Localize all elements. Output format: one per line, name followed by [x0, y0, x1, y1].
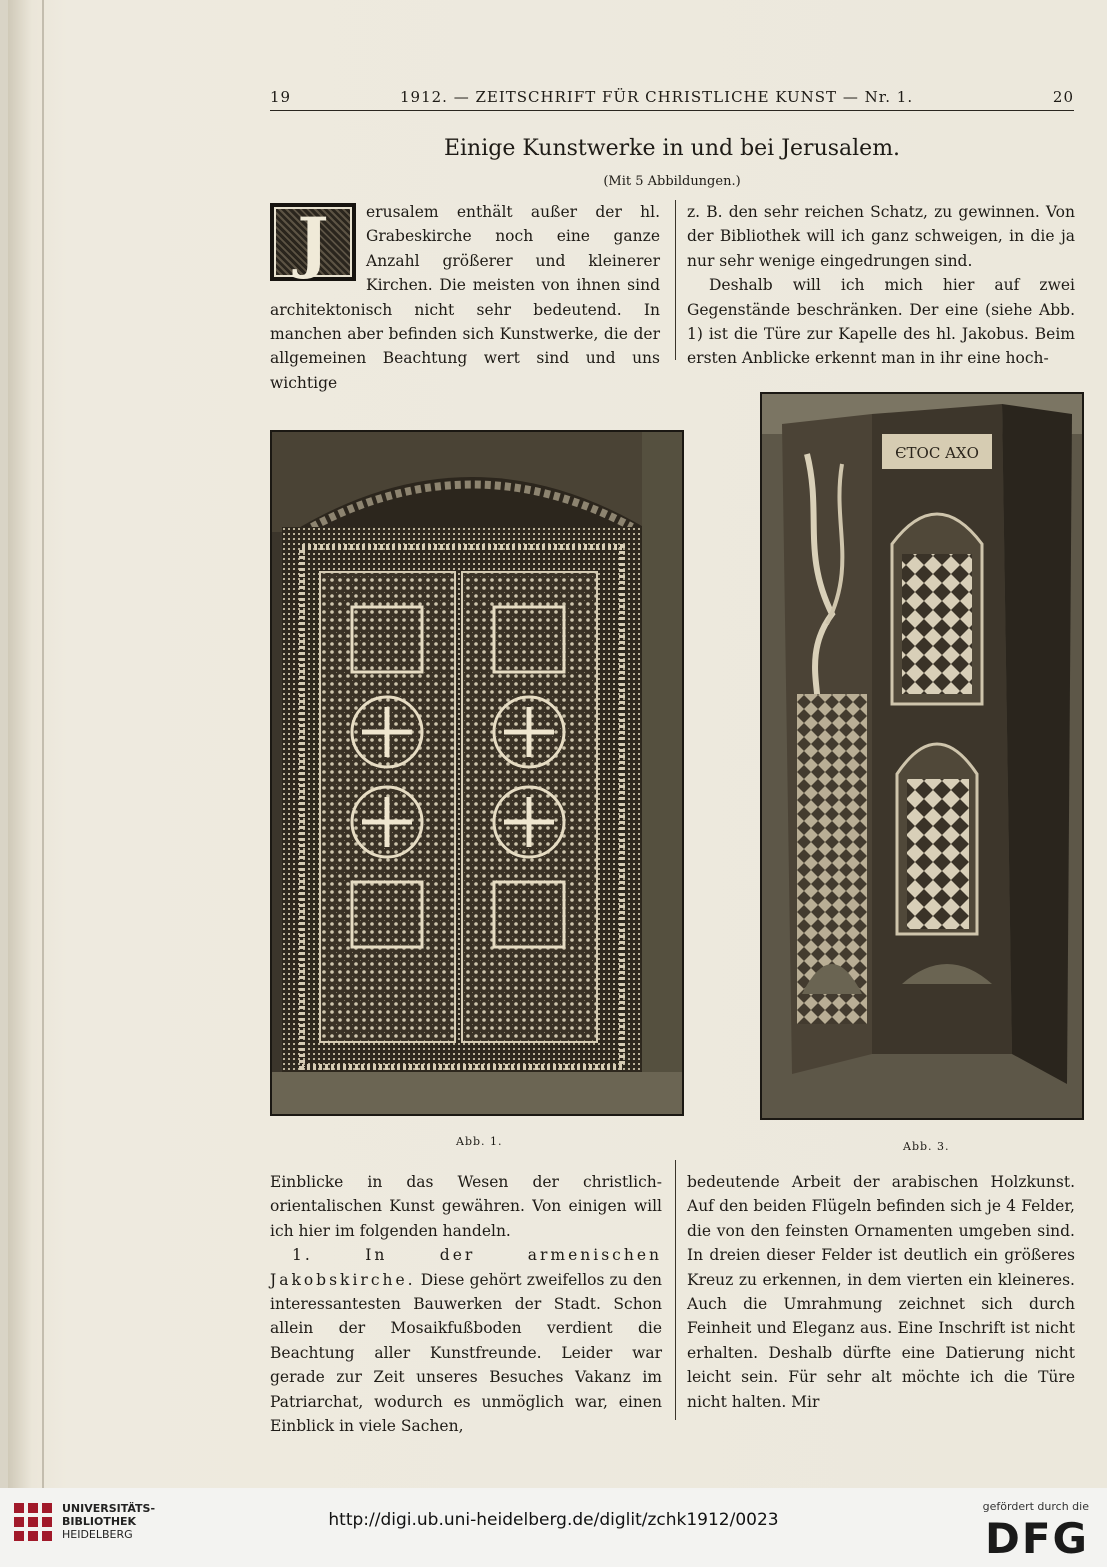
paragraph-text: Diese gehört zweifellos zu den interessantesten Bauwerken der Stadt. Schon allein der Mosaikfußboden verdient die Beachtung aller Kunstfreunde. Leider war gerade zur Zeit unseres Besuches Vakanz im Patriarchat, wodurch es unmöglich war, einen Einblick in viele Sachen, — [270, 1270, 662, 1436]
paragraph: Einblicke in das Wesen der christlich-orientalischen Kunst gewähren. Von einigen will ich hier im folgenden handeln. — [270, 1173, 662, 1240]
door-illustration — [272, 432, 682, 1114]
paragraph: bedeutende Arbeit der arabischen Holzkunst. Auf den beiden Flügeln befinden sich je 4 Felder, die von den feinsten Ornamenten umgeben sind. In dreien dieser Felder ist deutlich ein größeres Kreuz zu erkennen, in dem vierten ein kleineres. Auch die Umrahmung zeichnet sich durch Feinheit und Eleganz aus. Eine Inschrift ist nicht erhalten. Deshalb dürfte eine Datierung nicht leicht sein. Für sehr alt möchte ich die Türe nicht halten. Mir — [687, 1173, 1075, 1411]
paragraph: z. B. den sehr reichen Schatz, zu gewinnen. Von der Bibliothek will ich ganz schweigen, in die ja nur sehr wenige eingedrungen sind. — [687, 203, 1075, 270]
running-title: 1912. — ZEITSCHRIFT FÜR CHRISTLICHE KUNST — Nr. 1. — [400, 88, 914, 106]
section-heading: 1. In der armenischen Jakobskirche. — [270, 1246, 662, 1289]
figure-door-photo — [270, 430, 684, 1116]
article-title: Einige Kunstwerke in und bei Jerusalem. — [443, 136, 901, 161]
library-name-line: BIBLIOTHEK — [62, 1515, 137, 1528]
figure-1-caption: Abb. 1. — [456, 1135, 503, 1148]
permalink-url[interactable]: http://digi.ub.uni-heidelberg.de/diglit/zchk1912/0023 — [328, 1510, 779, 1530]
page-number-right: 20 — [1052, 88, 1074, 106]
dropcap-letter: J — [297, 203, 329, 281]
figure-cabinet-photo — [760, 392, 1084, 1120]
dropcap-initial — [270, 203, 356, 281]
viewer-footer — [0, 1488, 1107, 1567]
library-name-line: UNIVERSITÄTS- — [62, 1502, 156, 1515]
page-gutter — [42, 0, 44, 1488]
column-right-top — [687, 200, 1075, 371]
column-left-top — [270, 200, 660, 395]
cabinet-inscription: ЄΤΟϹ ΑΧΟ — [895, 444, 979, 462]
funding-note: gefördert durch die — [982, 1500, 1089, 1513]
dfg-logo[interactable]: DFG — [984, 1514, 1089, 1563]
library-name-line: HEIDELBERG — [62, 1528, 133, 1541]
column-right-bottom — [687, 1170, 1075, 1414]
running-header — [270, 88, 1074, 111]
cabinet-illustration — [762, 394, 1082, 1118]
paragraph — [270, 1243, 662, 1438]
article-subtitle: (Mit 5 Abbildungen.) — [603, 174, 741, 189]
column-left-bottom — [270, 1170, 662, 1438]
figure-3-caption: Abb. 3. — [903, 1140, 950, 1153]
page-number-left: 19 — [270, 88, 292, 106]
paragraph: Deshalb will ich mich hier auf zwei Gegenstände beschränken. Der eine (siehe Abb. 1) ist die Türe zur Kapelle des hl. Jakobus. Beim ersten Anblicke erkennt man in ihr eine hoch- — [687, 276, 1075, 368]
column-rule-top — [675, 200, 676, 360]
paragraph: erusalem enthält außer der hl. Grabeskirche noch eine ganze Anzahl größerer und kleinerer Kirchen. Die meisten von ihnen sind architektonisch nicht sehr bedeutend. In manchen aber befinden sich Kunstwerke, die der allgemeinen Beachtung wert sind und uns wichtige — [270, 203, 660, 392]
column-rule-bottom — [675, 1160, 676, 1420]
